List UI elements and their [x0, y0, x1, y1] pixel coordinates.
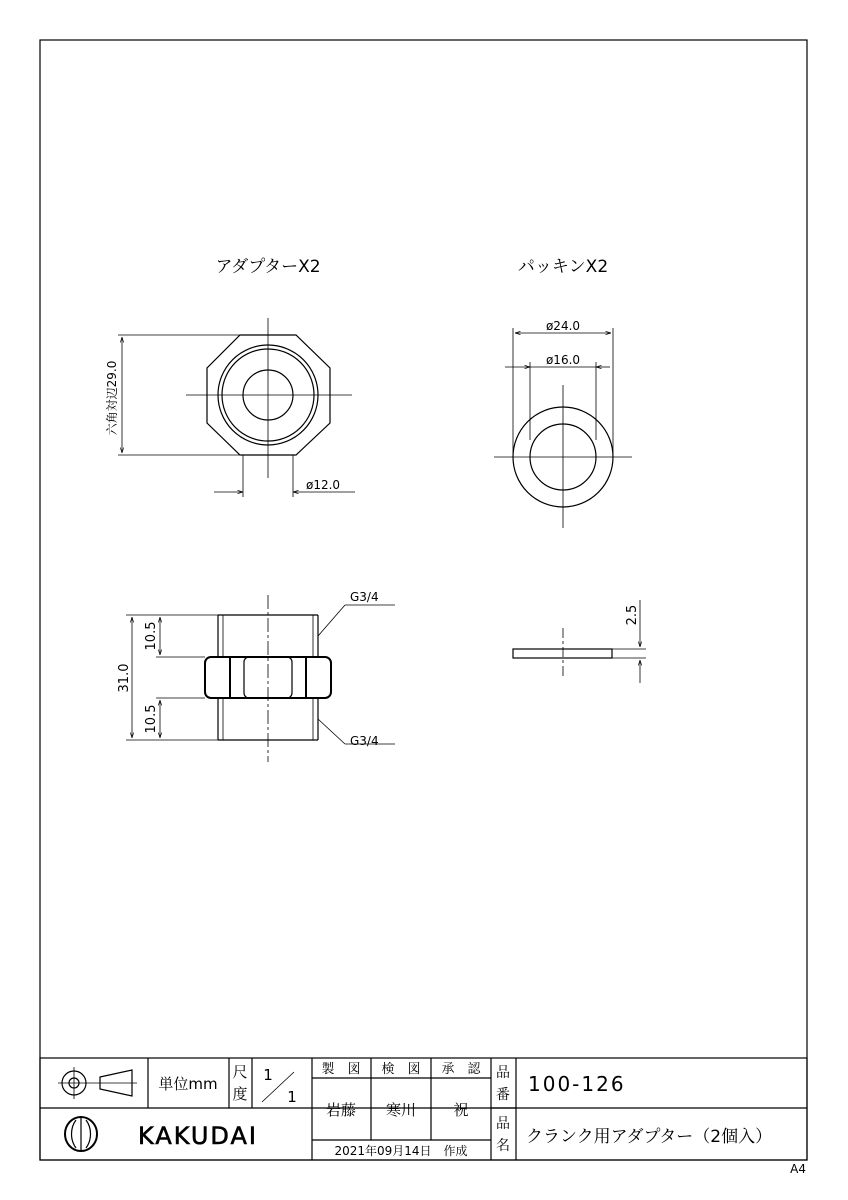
adapter-height-top: 10.5: [144, 621, 159, 651]
title-block: [40, 1058, 807, 1160]
part-name-label-1: 品: [496, 1116, 510, 1132]
checked-by: 寒川: [385, 1101, 417, 1119]
packing-thickness: 2.5: [625, 604, 640, 626]
part-name-label-2: 名: [496, 1138, 510, 1154]
company-name: KAKUDAI: [138, 1122, 258, 1150]
third-angle-projection-icon: [58, 1067, 137, 1099]
scale-label-2: 度: [232, 1085, 248, 1103]
made-by: 岩藤: [325, 1101, 357, 1119]
adapter-hex-dim: 六角対辺29.0: [105, 360, 119, 436]
approved-by: 祝: [453, 1101, 469, 1119]
adapter-side-view: [117, 590, 395, 762]
adapter-thread-bottom: G3/4: [350, 734, 379, 748]
scale-numerator: 1: [263, 1066, 273, 1084]
part-no-label-2: 番: [496, 1087, 510, 1103]
date: 2021年09月14日 作成: [334, 1144, 468, 1158]
check-label: 検 図: [381, 1062, 421, 1077]
scale-denominator: 1: [287, 1088, 297, 1106]
made-label: 製 図: [321, 1062, 361, 1077]
part-no: 100-126: [528, 1072, 626, 1096]
adapter-title: アダプターX2: [215, 257, 321, 277]
part-no-label-1: 品: [496, 1065, 510, 1081]
unit-label: 単位mm: [158, 1075, 218, 1093]
packing-outer-dim: ø24.0: [545, 319, 581, 333]
approve-label: 承 認: [441, 1062, 481, 1077]
packing-top-view: [494, 257, 632, 528]
part-name: クランク用アダプター（2個入）: [526, 1127, 773, 1147]
adapter-top-view: [105, 257, 355, 497]
adapter-height-bottom: 10.5: [144, 704, 159, 734]
kakudai-logo-icon: [65, 1117, 97, 1151]
adapter-thread-top: G3/4: [350, 590, 379, 604]
adapter-bore-dim: ø12.0: [306, 478, 341, 492]
paper-size: A4: [790, 1162, 806, 1176]
sheet-border: [40, 40, 807, 1160]
packing-inner-dim: ø16.0: [545, 353, 581, 367]
adapter-height-total: 31.0: [117, 663, 132, 693]
packing-side-view: [513, 600, 646, 683]
scale-label-1: 尺: [232, 1063, 248, 1081]
packing-title: パッキンX2: [517, 257, 609, 277]
